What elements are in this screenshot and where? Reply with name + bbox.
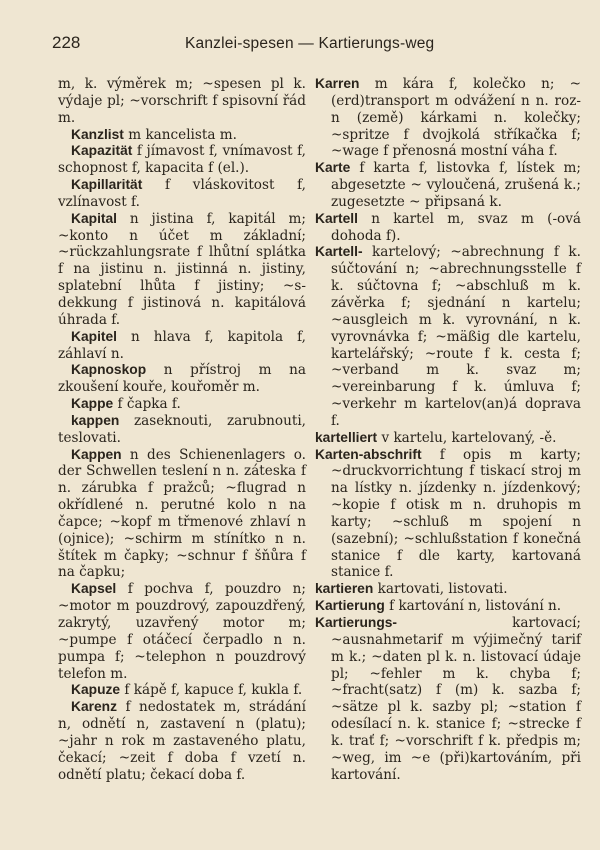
entry-headword: Kapillarität (71, 177, 143, 193)
entry-headword: Kappe (71, 396, 114, 412)
entry-headword: Kanzlist (71, 126, 124, 142)
entry-definition: kartovací; ~ausnahmetarif m výjimečný tarif m k.; ~daten pl k. n. listovací údaje pl; ~fehler m k. chyba f; ~fracht(satz) f (m) k. sazba f; ~sätze pl k. sazby pl; ~station f odesílací n. k. stanice f; ~strecke f k. trať f; ~vorschrift f k. předpis m; ~weg, im ~e (při)kartováním, při kartování. (331, 615, 581, 783)
dictionary-entry (58, 76, 306, 127)
page-number: 228 (52, 33, 81, 52)
dictionary-entry (58, 699, 306, 783)
dictionary-entry (58, 211, 306, 329)
entry-headword: Kappen (71, 446, 122, 462)
entry-definition: n hlava f, kapitola f, záhlaví n. (58, 328, 306, 362)
dictionary-entry (58, 362, 306, 396)
entry-definition: f karta f, listovka f, lístek m; abgesetzte ~ vyloučená, zrušená k.; zugesetzte ~ připsaná k. (331, 160, 581, 210)
dictionary-entry (58, 143, 306, 177)
entry-headword: Karren (315, 76, 360, 91)
running-title: Kanzlei-spesen — Kartierungs-weg (185, 35, 435, 52)
entry-headword: Kartierung (315, 598, 385, 614)
entry-headword: Karte (315, 160, 351, 176)
dictionary-entry (58, 127, 306, 144)
entry-headword: Kartell (315, 210, 358, 226)
entry-definition: m kancelista m. (123, 126, 237, 143)
entry-definition: f kápě f, kapuce f, kukla f. (120, 682, 303, 699)
dictionary-entry (58, 413, 306, 447)
dictionary-entry (58, 447, 306, 582)
entry-definition: v kartelu, kartelovaný, -ě. (377, 429, 557, 446)
entry-definition: m kára f, kolečko n; ~(erd)transport m odvážení n n. roz- n (země) kárkami n. kolečky; ~spritze f dvojkolá stříkačka f; ~wage f přenosná mostní váha f. (331, 76, 581, 160)
left-column (58, 76, 306, 783)
entry-headword: Kartell- (315, 244, 363, 260)
dictionary-entry (58, 329, 306, 363)
dictionary-entry (58, 682, 306, 699)
dictionary-entry (315, 447, 581, 582)
entry-headword: Karten-abschrift (315, 446, 422, 462)
entry-definition: m, k. výměrek m; ~spesen pl k. výdaje pl; ~vorschrift f spisovní řád m. (58, 76, 306, 126)
dictionary-entry (315, 211, 581, 245)
entry-definition: f čapka f. (113, 396, 181, 413)
entry-headword: Kapitel (71, 328, 117, 344)
entry-headword: kappen (71, 412, 120, 428)
right-column (315, 76, 581, 783)
entry-definition: zaseknouti, zarubnouti, teslovati. (58, 412, 306, 446)
entry-definition: n jistina f, kapitál m; ~konto n účet m základní; ~rückzahlungsrate f lhůtní splátka f na jistinu n. jistinná n. jistiny, splatební lhůta f jistiny; ~s-dekkung f jistinová n. kapitálová úhrada f. (58, 210, 306, 328)
dictionary-entry (315, 244, 581, 429)
dictionary-entry (315, 430, 581, 447)
entry-headword: Kapnoskop (71, 362, 147, 378)
dictionary-entry (315, 160, 581, 211)
entry-headword: Karenz (71, 699, 118, 715)
dictionary-entry (315, 615, 581, 783)
entry-definition: f pochva f, pouzdro n; ~motor m pouzdrový, zapouzdřený, zakrytý, uzavřený motor m; ~pumpe f otáčecí čerpadlo n n. pumpa f; ~telephon n pouzdrový telefon m. (58, 581, 306, 682)
dictionary-entry (58, 177, 306, 211)
entry-headword: Kapsel (71, 581, 117, 597)
entry-headword: kartieren (315, 581, 374, 597)
entry-definition: n kartel m, svaz m (-ová dohoda f). (331, 210, 581, 244)
dictionary-entry (58, 581, 306, 682)
entry-definition: f kartování n, listování n. (384, 598, 562, 615)
dictionary-entry (315, 598, 581, 615)
entry-headword: Kapuze (71, 682, 121, 698)
entry-headword: kartelliert (315, 429, 378, 445)
entry-definition: n přístroj m na zkoušení kouře, kouřoměr m. (58, 362, 306, 396)
dictionary-entry (58, 396, 306, 413)
dictionary-entry (315, 581, 581, 598)
entry-headword: Kapital (71, 210, 117, 226)
entry-definition: f nedostatek m, strádání n, odnětí n, zastavení n (platu); ~jahr n rok m zastaveného platu, čekací; ~zeit f doba f vzetí n. odnětí platu; čekací doba f. (58, 699, 306, 783)
entry-headword: Kapazität (71, 143, 133, 159)
entry-headword: Kartierungs- (315, 615, 398, 630)
entry-definition: kartelový; ~abrechnung f k. súčtování n; ~abrechnungsstelle f k. súčtovna f; ~abschluß m k. závěrka f; sjednání n kartelu; ~ausgleich m k. vyrovnání, n k. vyrovnávka f; ~mäßig dle kartelu, kartelářský; ~route f k. cesta f; ~verband m k. svaz m; ~vereinbarung f k. úmluva f; ~verkehr m kartelov(an)á doprava f. (331, 244, 581, 429)
entry-definition: kartovati, listovati. (373, 581, 508, 598)
entry-definition: f vláskovitost f, vzlínavost f. (58, 177, 306, 210)
entry-definition: f jímavost f, vnímavost f, schopnost f, kapacita f (el.). (58, 143, 306, 177)
dictionary-entry (315, 76, 581, 160)
entry-definition: f opis m karty; ~druckvorrichtung f tiskací stroj m na lístky n. jízdenky n. jízdenkový; ~kopie f otisk m n. druhopis m karty; ~schluß m spojení n (sazební); ~schlußstation f konečná stanice f dle karty, kartovaná stanice f. (331, 446, 581, 581)
page-header (52, 33, 564, 59)
entry-definition: n des Schienenlagers o. der Schwellen teslení n n. záteska f n. zárubka f pražců; ~flugrad n okřídlené n. perutné kolo n na čapce; ~kopf m třmenové zhlaví n (ojnice); ~schirm m stínítko n n. štítek m čapky; ~schnur f šňůra f na čapku; (58, 446, 306, 581)
